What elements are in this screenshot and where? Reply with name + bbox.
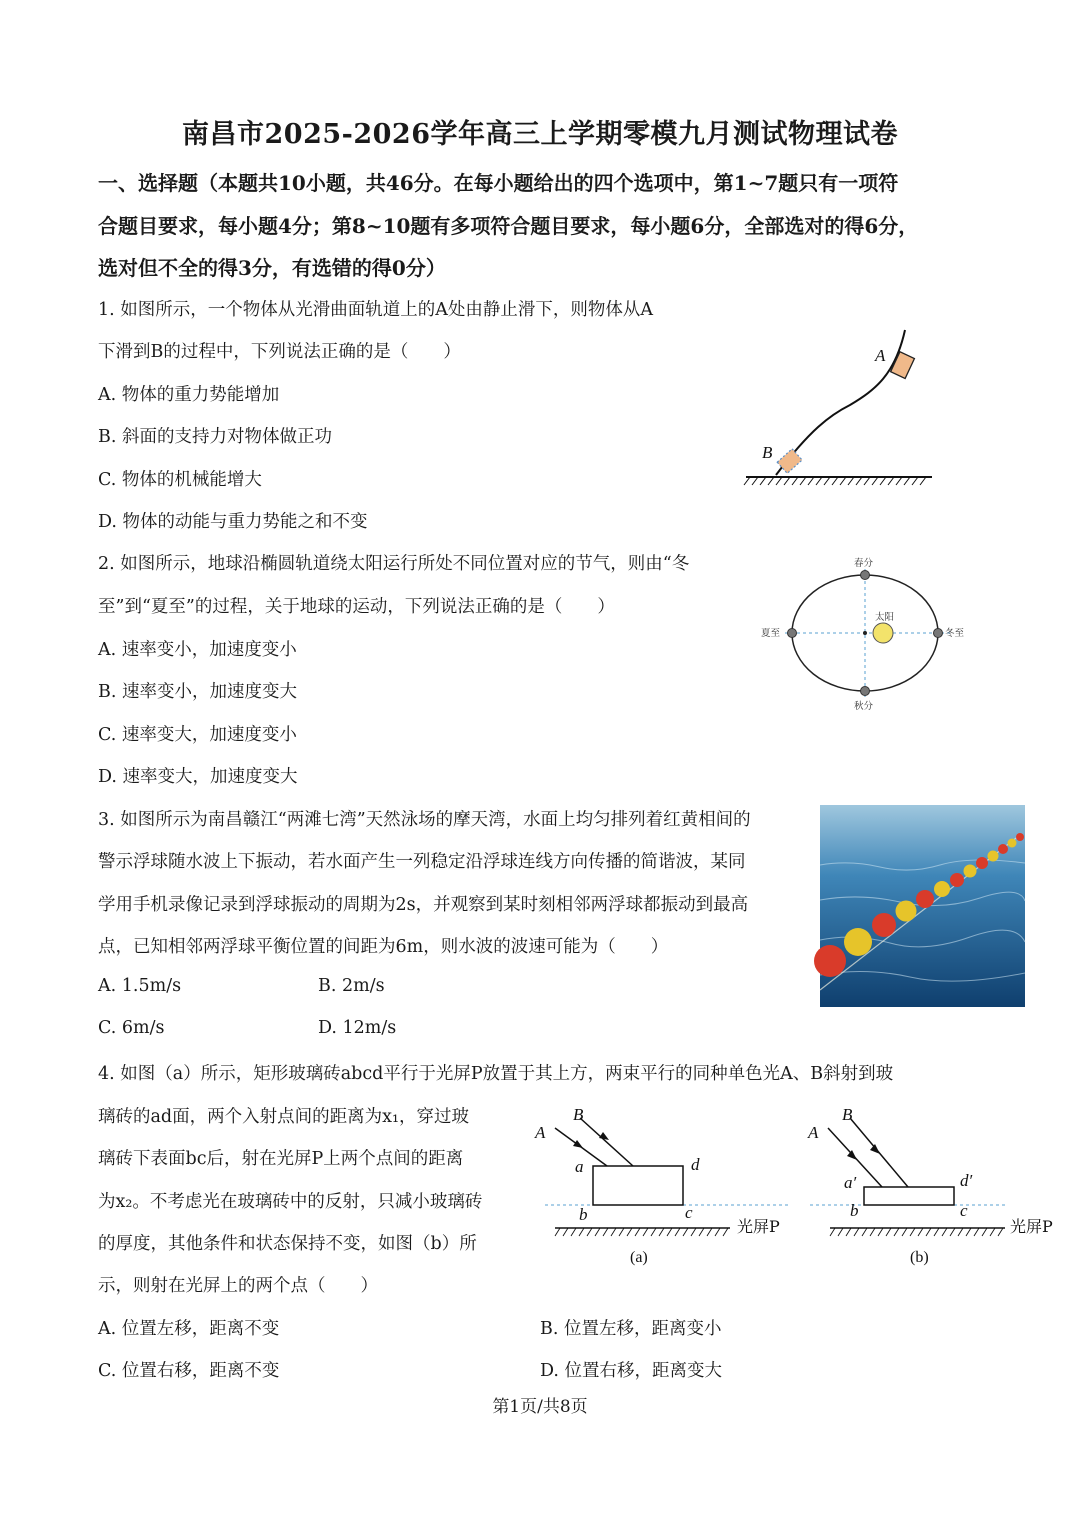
q1-stem-line: 下滑到B的过程中，下列说法正确的是（ ）: [98, 342, 461, 362]
q4-figure-a: [525, 1100, 795, 1270]
thin-glass-brick: [864, 1187, 954, 1205]
q1-option-b: B. 斜面的支持力对物体做正功: [98, 427, 332, 447]
q4-stem-line: 璃砖的ad面，两个入射点间的距离为x₁，穿过玻: [98, 1107, 470, 1127]
q1-track-figure: [740, 325, 940, 490]
q3-stem-line: 学用手机录像记录到浮球振动的周期为2s，并观察到某时刻相邻两浮球都振动到最高: [98, 895, 749, 915]
label-autumn-equinox: 秋分: [854, 701, 874, 712]
q3-stem-line: 3. 如图所示为南昌赣江“两滩七湾”天然泳场的摩天湾，水面上均匀排列着红黄相间的: [98, 810, 751, 830]
q4-stem-line: 的厚度，其他条件和状态保持不变，如图（b）所: [98, 1234, 477, 1254]
q4-figure-b: [800, 1100, 1070, 1270]
q4-stem-line: 璃砖下表面bc后，射在光屏P上两个点间的距离: [98, 1149, 464, 1169]
q2-option-d: D. 速率变大，加速度变大: [98, 767, 298, 787]
sun-icon: [873, 623, 893, 643]
label-b: B: [762, 443, 773, 462]
label-corner-c: c: [685, 1203, 693, 1222]
q2-option-b: B. 速率变小，加速度变大: [98, 682, 297, 702]
q4-stem-line: 为x₂。不考虑光在玻璃砖中的反射，只减小玻璃砖: [98, 1192, 483, 1212]
label-corner-c: c: [960, 1201, 968, 1220]
q1-option-d: D. 物体的动能与重力势能之和不变: [98, 512, 368, 532]
q3-stem-line: 警示浮球随水波上下振动，若水面产生一列稳定沿浮球连线方向传播的简谐波，某同: [98, 852, 746, 872]
block-a: [891, 352, 915, 379]
section-header-line: 合题目要求，每小题4分；第8~10题有多项符合题目要求，每小题6分，全部选对的得6分，: [98, 214, 919, 238]
q3-option-c: C. 6m/s: [98, 1018, 165, 1038]
page-footer: 第1页/共8页: [492, 1397, 588, 1417]
q3-option-d: D. 12m/s: [318, 1018, 397, 1038]
q1-stem-line: 1. 如图所示，一个物体从光滑曲面轨道上的A处由静止滑下，则物体从A: [98, 300, 654, 320]
label-winter-solstice: 冬至: [945, 628, 965, 639]
label-corner-a: a: [575, 1157, 584, 1176]
ray-b: [580, 1118, 633, 1166]
label-ray-a: A: [535, 1123, 546, 1142]
label-spring-equinox: 春分: [854, 558, 874, 569]
caption-a: (a): [630, 1249, 648, 1266]
q2-orbit-figure: [755, 555, 975, 715]
q2-option-a: A. 速率变小，加速度变小: [98, 640, 297, 660]
label-screen: 光屏P: [737, 1217, 780, 1236]
label-sun: 太阳: [875, 612, 895, 623]
label-ray-a: A: [808, 1123, 819, 1142]
q1-option-c: C. 物体的机械能增大: [98, 470, 262, 490]
label-corner-d: d: [691, 1155, 700, 1174]
label-screen: 光屏P: [1010, 1217, 1053, 1236]
q3-option-a: A. 1.5m/s: [98, 976, 182, 996]
q4-option-d: D. 位置右移，距离变大: [540, 1361, 723, 1381]
glass-brick: [593, 1166, 683, 1205]
q2-option-c: C. 速率变大，加速度变小: [98, 725, 297, 745]
label-ray-b: B: [573, 1105, 584, 1124]
q4-option-c: C. 位置右移，距离不变: [98, 1361, 280, 1381]
q4-stem-line: 4. 如图（a）所示，矩形玻璃砖abcd平行于光屏P放置于其上方，两束平行的同种单色光A、B斜射到玻: [98, 1064, 894, 1084]
label-ray-b: B: [842, 1105, 853, 1124]
q2-stem-line: 2. 如图所示，地球沿椭圆轨道绕太阳运行所处不同位置对应的节气，则由“冬: [98, 554, 690, 574]
q3-option-b: B. 2m/s: [318, 976, 385, 996]
section-header-line: 选对但不全的得3分，有选错的得0分）: [98, 256, 446, 280]
q3-stem-line: 点，已知相邻两浮球平衡位置的间距为6m，则水波的波速可能为（ ）: [98, 937, 669, 957]
label-corner-b: b: [850, 1201, 859, 1220]
q4-stem-line: 示，则射在光屏上的两个点（ ）: [98, 1276, 378, 1296]
label-summer-solstice: 夏至: [761, 628, 781, 639]
q1-option-a: A. 物体的重力势能增加: [98, 385, 280, 405]
label-a: A: [875, 346, 886, 365]
page-title: 南昌市2025-2026学年高三上学期零模九月测试物理试卷: [182, 119, 898, 150]
q4-option-a: A. 位置左移，距离不变: [98, 1319, 280, 1339]
q4-option-b: B. 位置左移，距离变小: [540, 1319, 722, 1339]
section-header-line: 一、选择题（本题共10小题，共46分。在每小题给出的四个选项中，第1~7题只有一项符: [98, 171, 899, 195]
caption-b: (b): [910, 1249, 929, 1266]
q3-buoy-photo: [820, 805, 1025, 1007]
label-corner-a: a′: [844, 1173, 857, 1192]
label-corner-b: b: [579, 1205, 588, 1224]
label-corner-d: d′: [960, 1171, 973, 1190]
q2-stem-line: 至”到“夏至”的过程，关于地球的运动，下列说法正确的是（ ）: [98, 597, 615, 617]
